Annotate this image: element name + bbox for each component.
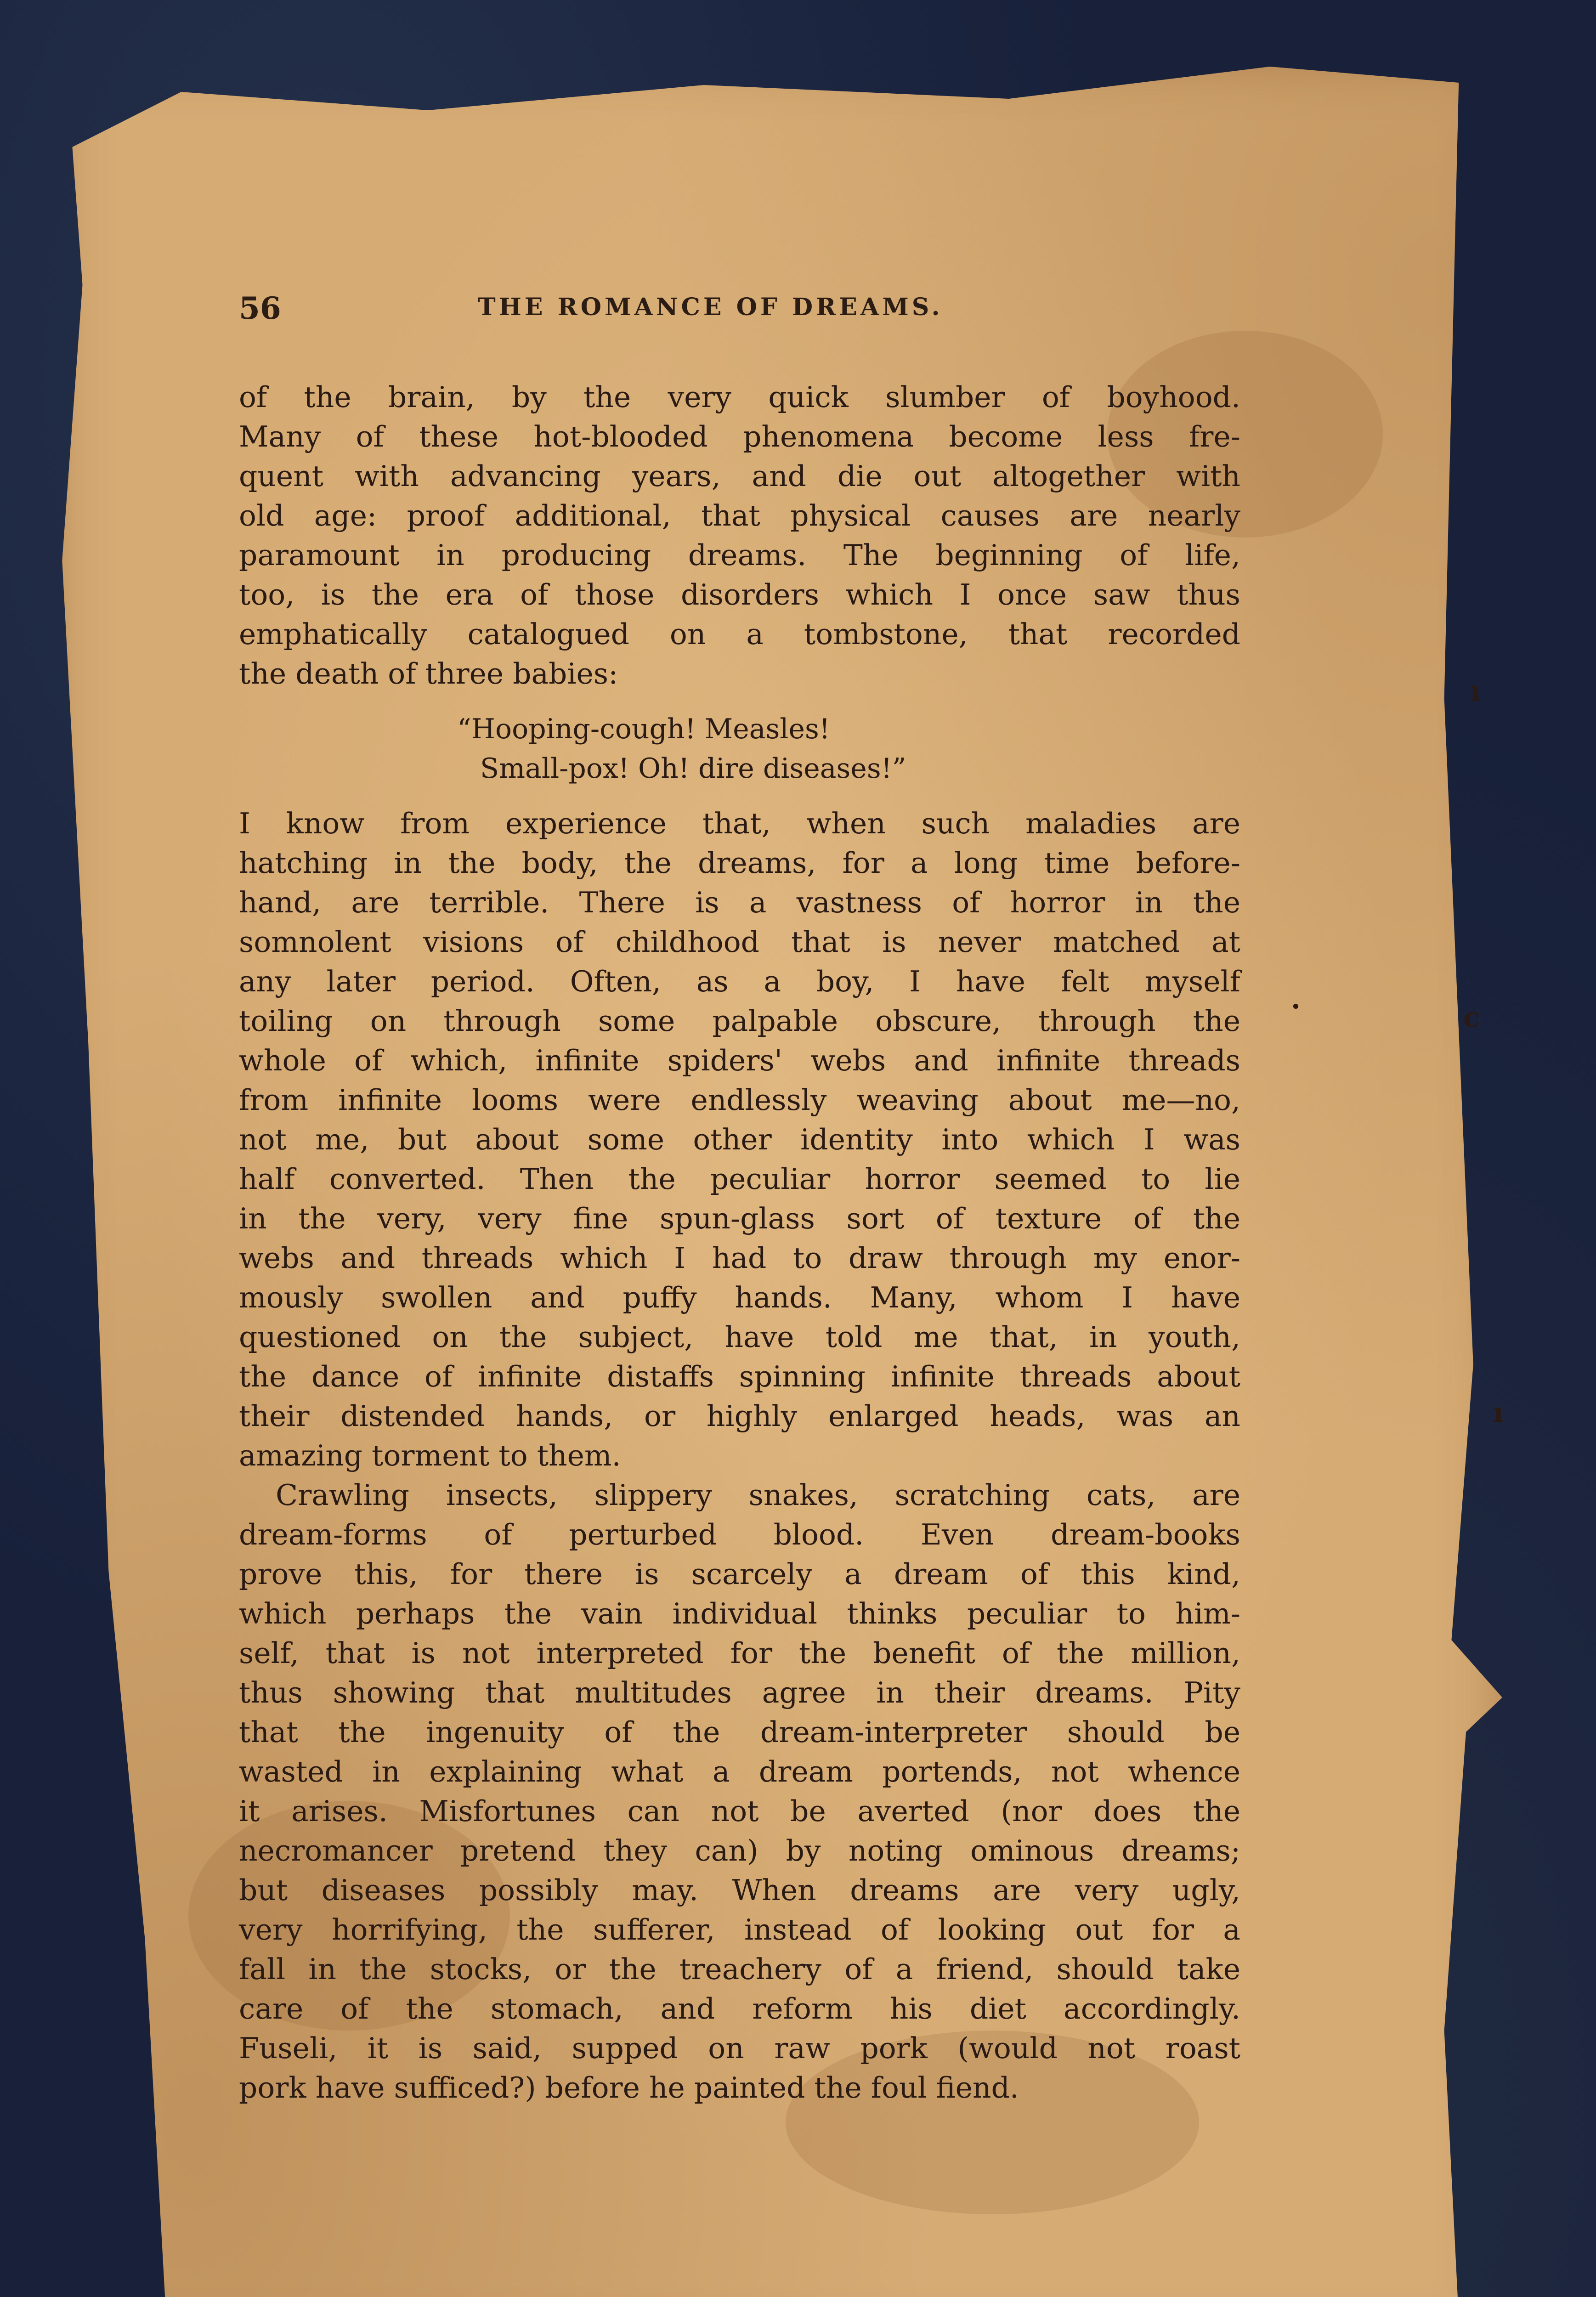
page-number: 56 (239, 290, 281, 326)
text-line: self, that is not interpreted for the benefit of the million, (239, 1636, 1240, 1670)
text-line: not me, but about some other identity into which I was (239, 1123, 1240, 1156)
text-line: dream-forms of perturbed blood. Even dream-books (239, 1518, 1240, 1551)
text-line: from infinite looms were endlessly weaving about me—no, (239, 1083, 1240, 1117)
text-line: questioned on the subject, have told me that, in youth, (239, 1320, 1240, 1354)
spacer (239, 788, 1240, 804)
text-line: care of the stomach, and reform his diet accordingly. (239, 1992, 1240, 2025)
text-line: amazing torment to them. (239, 1439, 621, 1472)
text-line: thus showing that multitudes agree in their dreams. Pity (239, 1676, 1240, 1709)
text-line: webs and threads which I had to draw through my enor- (239, 1241, 1240, 1275)
text-line: the death of three babies: (239, 657, 618, 690)
paragraph (239, 804, 1240, 1476)
paragraph (239, 378, 1240, 694)
text-line: toiling on through some palpable obscure, through the (239, 1004, 1240, 1038)
spacer (239, 694, 1240, 709)
margin-ink-mark: . (1291, 983, 1301, 1015)
text-line: it arises. Misfortunes can not be averted (nor does the (239, 1794, 1240, 1828)
text-line: whole of which, infinite spiders' webs and infinite threads (239, 1044, 1240, 1077)
text-line: wasted in explaining what a dream portends, not whence (239, 1755, 1240, 1788)
margin-ink-mark: c (1463, 1001, 1480, 1034)
verse-line: Small-pox! Oh! dire diseases!” (480, 752, 906, 785)
text-line: hand, are terrible. There is a vastness of horror in the (239, 886, 1240, 919)
text-line: paramount in producing dreams. The beginning of life, (239, 538, 1240, 572)
text-line: necromancer pretend they can) by noting ominous dreams; (239, 1834, 1240, 1867)
text-line: Fuseli, it is said, supped on raw pork (would not roast (239, 2031, 1240, 2065)
text-line: pork have sufficed?) before he painted the foul fiend. (239, 2071, 1019, 2105)
book-title: THE ROMANCE OF DREAMS. (478, 293, 943, 321)
paragraph (239, 1476, 1240, 2108)
text-line: fall in the stocks, or the treachery of a friend, should take (239, 1952, 1240, 1986)
text-line: their distended hands, or highly enlarged heads, was an (239, 1399, 1240, 1433)
text-line: but diseases possibly may. When dreams are very ugly, (239, 1873, 1240, 1907)
text-line: which perhaps the vain individual thinks peculiar to him- (239, 1597, 1240, 1630)
text-line: Many of these hot-blooded phenomena become less fre- (239, 420, 1240, 453)
text-line: the dance of infinite distaffs spinning infinite threads about (239, 1360, 1240, 1393)
running-head (239, 290, 1240, 332)
text-line: somnolent visions of childhood that is never matched at (239, 925, 1240, 959)
text-line: mously swollen and puffy hands. Many, whom I have (239, 1281, 1240, 1314)
margin-ink-mark: ı (1493, 1397, 1504, 1429)
text-line: quent with advancing years, and die out altogether with (239, 459, 1240, 493)
verse-line: “Hooping-cough! Measles! (457, 713, 830, 745)
verse-quote (239, 709, 1240, 788)
text-line: emphatically catalogued on a tombstone, that recorded (239, 617, 1240, 651)
text-line: half converted. Then the peculiar horror seemed to lie (239, 1162, 1240, 1196)
text-line: in the very, very fine spun-glass sort of texture of the (239, 1202, 1240, 1235)
text-line: that the ingenuity of the dream-interpreter should be (239, 1715, 1240, 1749)
text-line: hatching in the body, the dreams, for a long time before- (239, 846, 1240, 880)
text-line: old age: proof additional, that physical causes are nearly (239, 499, 1240, 532)
margin-ink-mark: ı (1470, 675, 1481, 707)
text-line: too, is the era of those disorders which I once saw thus (239, 578, 1240, 611)
body-text (239, 378, 1240, 2108)
text-line: very horrifying, the sufferer, instead of looking out for a (239, 1913, 1240, 1946)
text-line: any later period. Often, as a boy, I have felt myself (239, 965, 1240, 998)
text-line: Crawling insects, slippery snakes, scratching cats, are (276, 1478, 1240, 1512)
text-line: I know from experience that, when such maladies are (239, 807, 1240, 840)
text-line: of the brain, by the very quick slumber of boyhood. (239, 380, 1240, 414)
text-line: prove this, for there is scarcely a dream of this kind, (239, 1557, 1240, 1591)
